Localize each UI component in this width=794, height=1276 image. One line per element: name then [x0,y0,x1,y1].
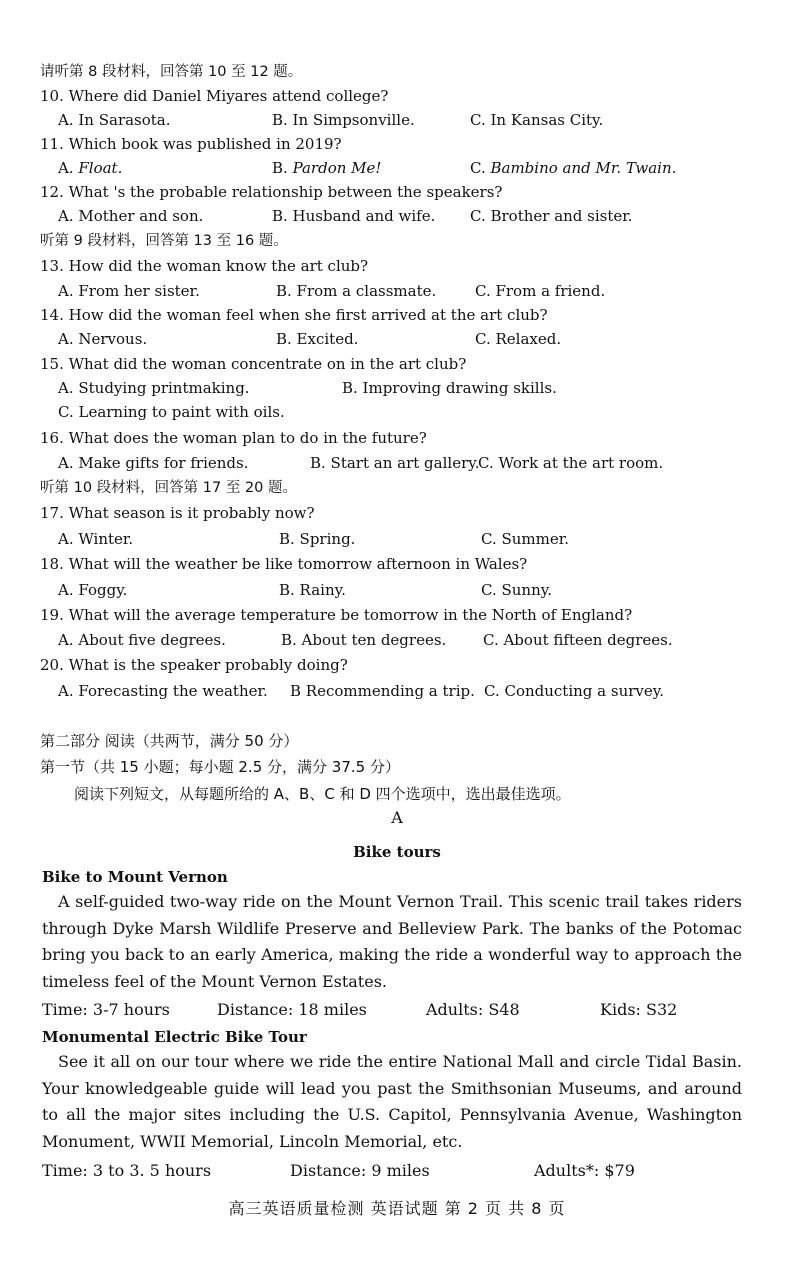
q20-option-a: A. Forecasting the weather. [58,682,268,700]
q19-option-b: B. About ten degrees. [281,631,447,649]
question-19: 19. What will the average temperature be tomorrow in the North of England? [40,606,633,624]
q12-option-b: B. Husband and wife. [272,207,436,225]
question-18: 18. What will the weather be like tomorrow afternoon in Wales? [40,555,528,573]
tour-2-title: Monumental Electric Bike Tour [42,1028,307,1046]
q11-option-c: C. Bambino and Mr. Twain. [470,159,677,177]
q15-option-c: C. Learning to paint with oils. [58,403,285,421]
tour-2-adults-price: Adults*: $79 [534,1161,635,1180]
q16-option-a: A. Make gifts for friends. [58,454,249,472]
question-12: 12. What 's the probable relationship between the speakers? [40,183,503,201]
q20-option-c: C. Conducting a survey. [484,682,665,700]
passage-title: Bike tours [353,843,441,861]
q17-option-c: C. Summer. [481,530,570,548]
q15-option-b: B. Improving drawing skills. [342,379,557,397]
q20-option-b: B Recommending a trip. [290,682,475,700]
q14-option-b: B. Excited. [276,330,359,348]
q19-option-c: C. About fifteen degrees. [483,631,673,649]
question-14: 14. How did the woman feel when she first arrived at the art club? [40,306,548,324]
q17-option-a: A. Winter. [58,530,134,548]
question-17: 17. What season is it probably now? [40,504,315,522]
tour-2-description: See it all on our tour where we ride the entire National Mall and circle Tidal Basin. Your knowledgeable guide will lead you past the Smithsonian Museums, and around to all the major sites including the U.S. Capitol, Pennsylvania Avenue, Washington Monument, WWII Memorial, Lincoln Memorial, etc. [42,1052,742,1151]
question-15: 15. What did the woman concentrate on in the art club? [40,355,467,373]
tour-1-adults-price: Adults: S48 [426,1000,520,1019]
q12-option-c: C. Brother and sister. [470,207,633,225]
q13-option-a: A. From her sister. [58,282,200,300]
q10-option-b: B. In Simpsonville. [272,111,415,129]
section-10-heading: 听第 10 段材料，回答第 17 至 20 题。 [40,480,298,496]
section-8-heading: 请听第 8 段材料，回答第 10 至 12 题。 [40,64,303,80]
question-13: 13. How did the woman know the art club? [40,257,369,275]
q10-option-a: A. In Sarasota. [58,111,171,129]
q12-option-a: A. Mother and son. [58,207,204,225]
section-9-heading: 听第 9 段材料，回答第 13 至 16 题。 [40,233,288,249]
q11-option-b: B. Pardon Me! [272,159,382,177]
passage-letter: A [391,808,403,827]
q16-option-b: B. Start an art gallery. [310,454,480,472]
tour-1-distance: Distance: 18 miles [217,1000,367,1019]
question-10: 10. Where did Daniel Miyares attend college? [40,87,389,105]
question-20: 20. What is the speaker probably doing? [40,656,348,674]
q18-option-a: A. Foggy. [58,581,128,599]
reading-instructions: 阅读下列短文，从每题所给的 A、B、C 和 D 四个选项中，选出最佳选项。 [74,785,571,803]
tour-1-time: Time: 3-7 hours [42,1000,170,1019]
tour-2-distance: Distance: 9 miles [290,1161,430,1180]
tour-1-description: A self-guided two-way ride on the Mount Vernon Trail. This scenic trail takes riders through Dyke Marsh Wildlife Preserve and Belleview Park. The banks of the Potomac bring you back to an early America, making the ride a wonderful way to approach the timeless feel of the Mount Vernon Estates. [42,892,742,991]
q18-option-b: B. Rainy. [279,581,346,599]
reading-part-title: 第二部分 阅读（共两节，满分 50 分） [40,732,299,750]
q14-option-a: A. Nervous. [58,330,148,348]
tour-2-time: Time: 3 to 3. 5 hours [42,1161,212,1180]
q18-option-c: C. Sunny. [481,581,552,599]
q17-option-b: B. Spring. [279,530,356,548]
question-16: 16. What does the woman plan to do in the future? [40,429,427,447]
question-11: 11. Which book was published in 2019? [40,135,342,153]
tour-1-title: Bike to Mount Vernon [42,868,228,886]
q16-option-c: C. Work at the art room. [478,454,664,472]
q19-option-a: A. About five degrees. [58,631,226,649]
page-footer: 高三英语质量检测 英语试题 第 2 页 共 8 页 [228,1199,566,1218]
q13-option-c: C. From a friend. [475,282,606,300]
tour-1-kids-price: Kids: S32 [600,1000,678,1019]
reading-section-title: 第一节（共 15 小题；每小题 2.5 分，满分 37.5 分） [40,758,400,776]
q13-option-b: B. From a classmate. [276,282,437,300]
q11-option-a: A. Float. [58,159,123,177]
q10-option-c: C. In Kansas City. [470,111,604,129]
q14-option-c: C. Relaxed. [475,330,562,348]
q15-option-a: A. Studying printmaking. [58,379,250,397]
